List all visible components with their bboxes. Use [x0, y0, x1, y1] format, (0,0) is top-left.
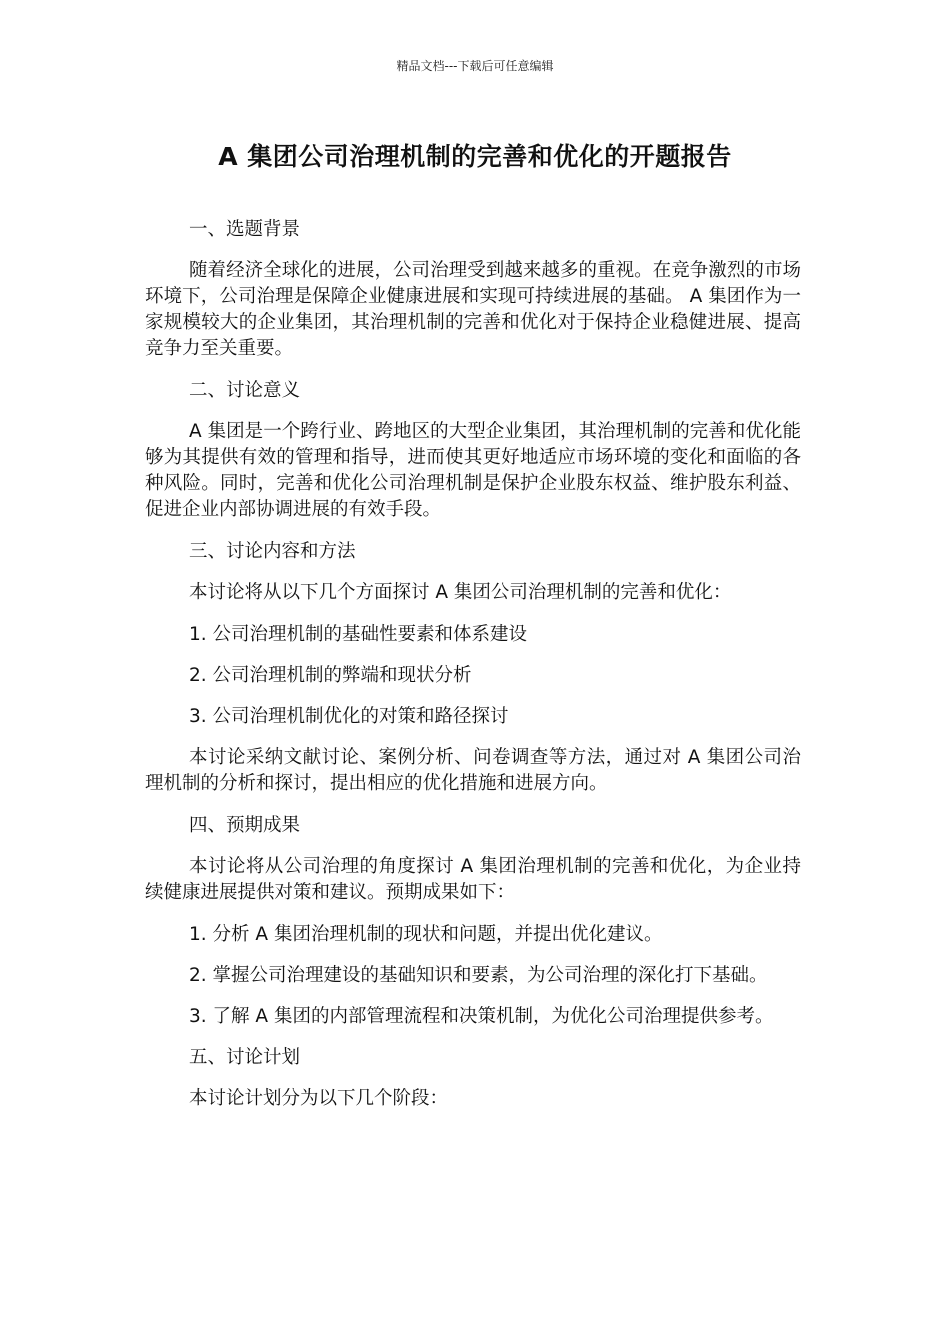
page-header-watermark: 精品文档---下载后可任意编辑	[396, 59, 554, 73]
paragraph-significance: A 集团是一个跨行业、跨地区的大型企业集团，其治理机制的完善和优化能够为其提供有效的管理和指导，进而使其更好地适应市场环境的变化和面临的各种风险。同时，完善和优化公司治理机制是保护企业股东权益、维护股东利益、促进企业内部协调进展的有效手段。	[145, 421, 801, 520]
paragraph-methods: 本讨论采纳文献讨论、案例分析、问卷调查等方法，通过对 A 集团公司治理机制的分析和探讨，提出相应的优化措施和进展方向。	[145, 747, 801, 794]
list-item: 1. 公司治理机制的基础性要素和体系建设	[189, 624, 528, 645]
list-item: 1. 分析 A 集团治理机制的现状和问题，并提出优化建议。	[189, 924, 663, 945]
list-item: 3. 公司治理机制优化的对策和路径探讨	[189, 706, 509, 727]
section-heading-expected-results: 四、预期成果	[189, 815, 301, 836]
list-item: 3. 了解 A 集团的内部管理流程和决策机制，为优化公司治理提供参考。	[189, 1006, 774, 1027]
paragraph-expected-results: 本讨论将从公司治理的角度探讨 A 集团治理机制的完善和优化，为企业持续健康进展提供对策和建议。预期成果如下：	[145, 856, 801, 903]
section-heading-content-methods: 三、讨论内容和方法	[189, 541, 356, 562]
section-heading-significance: 二、讨论意义	[189, 380, 301, 401]
section-heading-background: 一、选题背景	[189, 219, 301, 240]
section-heading-plan: 五、讨论计划	[189, 1047, 301, 1068]
list-item: 2. 公司治理机制的弊端和现状分析	[189, 665, 472, 686]
paragraph-plan: 本讨论计划分为以下几个阶段：	[189, 1088, 449, 1109]
document-body	[145, 217, 801, 1128]
paragraph-background: 随着经济全球化的进展，公司治理受到越来越多的重视。在竞争激烈的市场环境下，公司治理是保障企业健康进展和实现可持续进展的基础。 A 集团作为一家规模较大的企业集团，其治理机制的完善和优化对于保持企业稳健进展、提高竞争力至关重要。	[145, 260, 801, 359]
document-title: A 集团公司治理机制的完善和优化的开题报告	[218, 142, 732, 171]
list-item: 2. 掌握公司治理建设的基础知识和要素，为公司治理的深化打下基础。	[189, 965, 768, 986]
paragraph-content-intro: 本讨论将从以下几个方面探讨 A 集团公司治理机制的完善和优化：	[189, 582, 732, 603]
